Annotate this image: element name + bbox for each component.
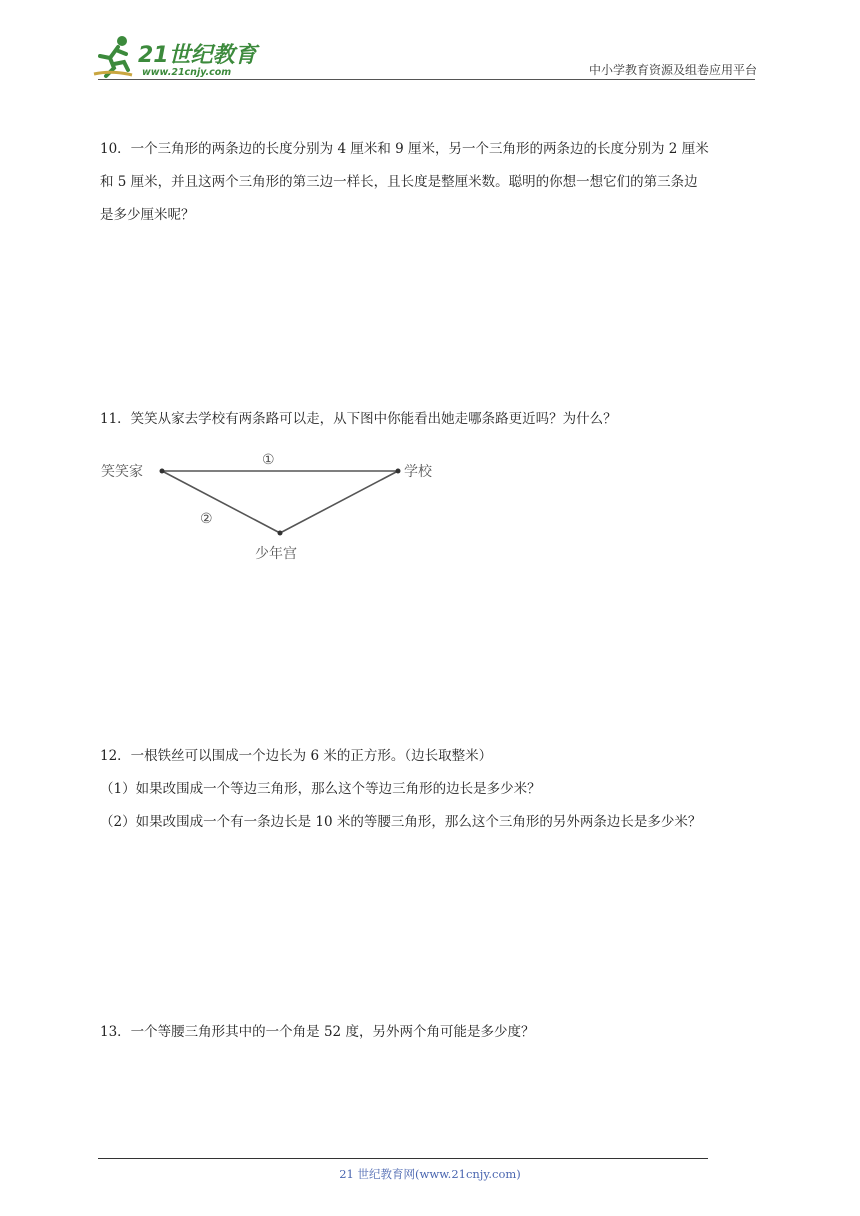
footer-divider [98,1158,708,1159]
question-12 [100,740,760,839]
route-diagram [98,446,448,571]
logo-url: www.21cnjy.com [142,67,232,78]
platform-title: 中小学教育资源及组卷应用平台 [588,63,757,77]
running-figure-icon [94,36,132,76]
question-13-line-1: 13．一个等腰三角形其中的一个角是 52 度，另外两个角可能是多少度？ [100,1024,535,1040]
question-10-line-3: 是多少厘米呢？ [100,207,195,223]
route-1-label: ① [262,452,275,468]
palace-label: 少年宫 [255,546,297,562]
question-10-line-2: 和 5 厘米，并且这两个三角形的第三边一样长，且长度是整厘米数。聪明的你想一想它们的第三条边 [100,174,698,190]
school-point [396,469,401,474]
logo-text: 21世纪教育 [138,43,257,68]
header-divider [98,79,755,80]
site-logo [92,34,267,80]
question-12-line-3: （2）如果改围成一个有一条边长是 10 米的等腰三角形，那么这个三角形的另外两条边长是多少米？ [100,814,702,830]
question-11-line-1: 11．笑笑从家去学校有两条路可以走，从下图中你能看出她走哪条路更近吗？为什么？ [100,411,617,427]
question-12-line-2: （1）如果改围成一个等边三角形，那么这个等边三角形的边长是多少米？ [100,781,541,797]
home-point [160,469,165,474]
question-10-line-1: 10．一个三角形的两条边的长度分别为 4 厘米和 9 厘米，另一个三角形的两条边的长度分别为 2 厘米 [100,141,709,157]
footer-link[interactable]: 21 世纪教育网(www.21cnjy.com) [339,1167,521,1181]
question-12-line-1: 12．一根铁丝可以围成一个边长为 6 米的正方形。（边长取整米） [100,748,493,764]
question-11 [100,403,760,436]
palace-point [278,531,283,536]
route-2-line-b [280,471,398,533]
question-10 [100,133,760,232]
route-2-label: ② [200,511,213,527]
question-13 [100,1016,760,1049]
school-label: 学校 [404,464,432,480]
route-2-line-a [162,471,280,533]
home-label: 笑笑家 [101,464,143,480]
